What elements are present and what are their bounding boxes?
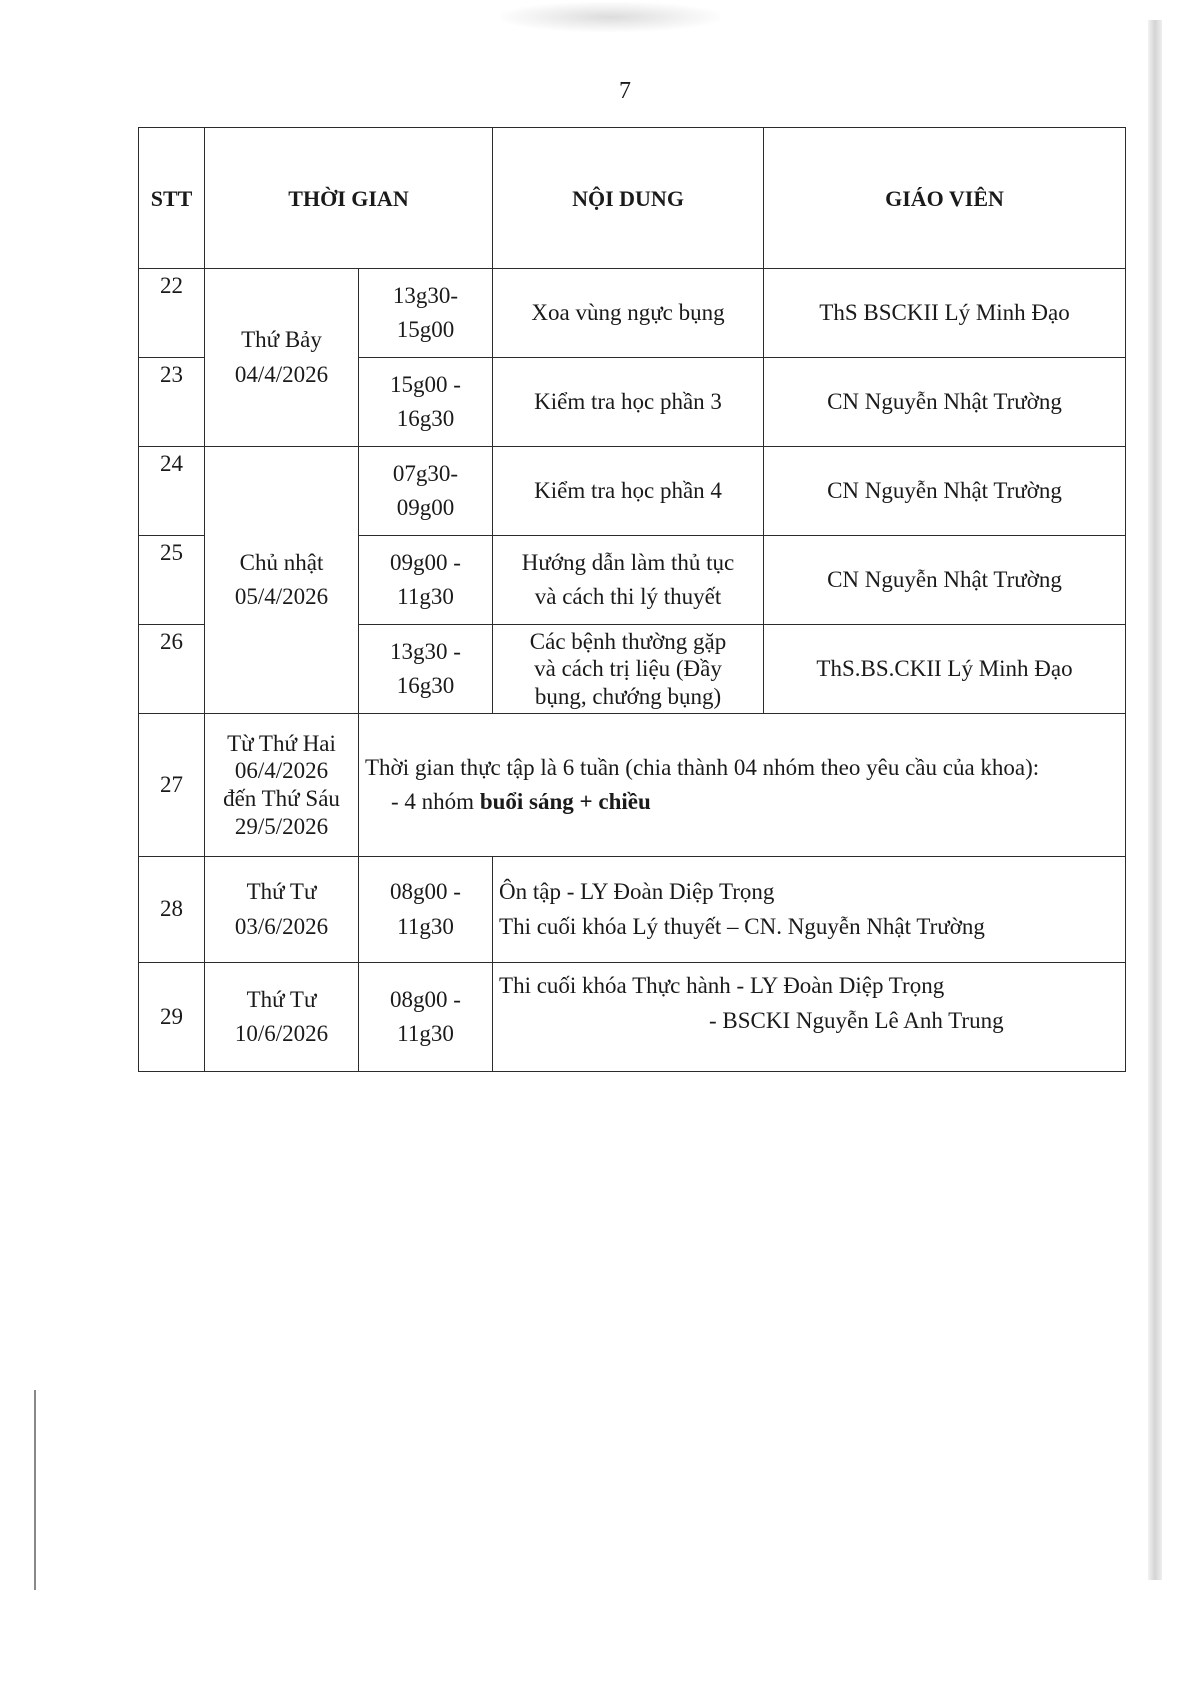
date-cell [205,963,359,1072]
time-start: 07g30- [392,460,459,486]
teacher-cell: ThS.BS.CKII Lý Minh Đạo [764,625,1126,714]
header-teacher: GIÁO VIÊN [764,128,1126,269]
time-cell [359,358,493,447]
date-cell [205,269,359,447]
time-end: 11g30 [397,913,454,939]
day-label: Thứ Bảy [241,327,322,352]
time-end: 16g30 [396,673,455,698]
date-label: 10/6/2026 [234,1021,329,1046]
content-line: Các bệnh thường gặp [529,628,727,654]
internship-groups [365,785,1119,820]
day-label: Thứ Tư [246,986,317,1012]
day-label: Thứ Tư [246,879,317,904]
time-cell [359,857,493,963]
exam-cell [493,963,1126,1072]
time-end: 11g30 [397,584,454,609]
date-range-line: 06/4/2026 [234,758,329,784]
internship-note-cell [359,714,1126,857]
content-line: - BSCKI Nguyễn Lê Anh Trung [709,1007,1004,1033]
content-line: và cách thi lý thuyết [534,584,722,609]
time-cell [359,269,493,358]
date-range-cell [205,714,359,857]
content-line: Thi cuối khóa Thực hành - LY Đoàn Diệp Trọng [499,973,945,998]
date-range-line: 29/5/2026 [234,813,329,839]
time-start: 13g30 - [390,638,461,664]
time-end: 09g00 [396,495,455,520]
exam-cell [493,857,1126,963]
scan-smudge [500,2,720,32]
time-start: 09g00 - [390,549,461,575]
time-cell [359,625,493,714]
content-cell: Kiểm tra học phần 3 [493,358,764,447]
table-row [139,857,1126,963]
content-line: bụng, chướng bụng) [534,683,722,709]
teacher-cell: ThS BSCKII Lý Minh Đạo [764,269,1126,358]
content-cell: Kiểm tra học phần 4 [493,447,764,536]
date-label: 04/4/2026 [234,361,329,387]
stt-cell: 27 [139,714,205,857]
internship-note: Thời gian thực tập là 6 tuần (chia thành 04 nhóm theo yêu cầu của khoa): [365,754,1040,780]
stt-cell: 22 [139,269,205,358]
content-line: Hướng dẫn làm thủ tục [521,549,735,575]
time-cell [359,447,493,536]
scan-edge-shadow [1148,20,1162,1580]
time-start: 08g00 - [390,986,461,1012]
time-cell [359,536,493,625]
time-end: 11g30 [397,1021,454,1046]
content-cell [493,625,764,714]
content-line: và cách trị liệu (Đầy [534,656,722,682]
teacher-cell: CN Nguyễn Nhật Trường [764,536,1126,625]
date-label: 05/4/2026 [234,584,329,609]
stt-cell: 23 [139,358,205,447]
table-row [139,963,1126,1072]
header-row [139,128,1126,269]
teacher-cell: CN Nguyễn Nhật Trường [764,358,1126,447]
time-start: 15g00 - [390,371,461,397]
time-start: 08g00 - [390,879,461,904]
date-cell [205,857,359,963]
table-row [139,447,1126,536]
stt-cell: 28 [139,857,205,963]
schedule-table [138,127,1126,1072]
page-number: 7 [619,78,631,104]
groups-prefix: - 4 nhóm [391,789,480,814]
day-label: Chủ nhật [239,549,324,575]
content-line: Thi cuối khóa Lý thuyết – CN. Nguyễn Nhật Trường [499,913,985,939]
time-cell [359,963,493,1072]
table-row [139,714,1126,857]
table-row [139,269,1126,358]
content-line: Ôn tập - LY Đoàn Diệp Trọng [499,879,775,904]
time-end: 16g30 [396,406,455,431]
stt-cell: 29 [139,963,205,1072]
date-label: 03/6/2026 [234,913,329,939]
teacher-cell: CN Nguyễn Nhật Trường [764,447,1126,536]
groups-sessions: buổi sáng + chiều [479,789,651,814]
content-cell [493,536,764,625]
date-range-line: đến Thứ Sáu [223,786,340,811]
stt-cell: 25 [139,536,205,625]
header-time: THỜI GIAN [205,128,493,269]
scan-margin-line [34,1390,36,1590]
time-start: 13g30- [392,282,459,308]
header-content: NỘI DUNG [493,128,764,269]
stt-cell: 24 [139,447,205,536]
content-cell: Xoa vùng ngực bụng [493,269,764,358]
stt-cell: 26 [139,625,205,714]
date-cell [205,447,359,714]
date-range-line: Từ Thứ Hai [227,730,336,756]
time-end: 15g00 [396,317,455,342]
header-stt: STT [139,128,205,269]
